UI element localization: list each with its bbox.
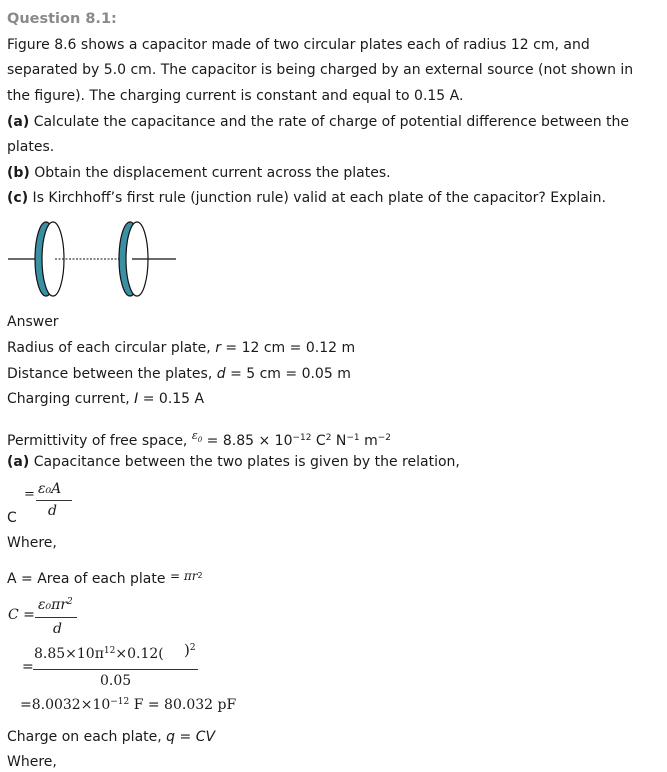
part-b-text: Obtain the displacement current across the plates. — [29, 165, 391, 181]
where-label-1: Where, — [7, 535, 57, 551]
capacitor-figure — [8, 216, 188, 306]
eq1-c-label: C — [7, 510, 17, 526]
eq1-fraction-bar — [36, 500, 72, 501]
eq4-result: $=8.0032\times 10^{-12}$ F = 80.032 pF — [20, 697, 237, 713]
part-b-label: (b) — [7, 165, 30, 181]
eq3-fraction-bar — [33, 669, 198, 670]
eq2-lhs: C = — [8, 607, 35, 623]
where-label-2: Where, — [7, 754, 57, 770]
answer-part-a: (a) Capacitance between the two plates is given by the relation, — [7, 454, 460, 470]
left-plate-front — [42, 222, 64, 296]
answer-distance: Distance between the plates, d = 5 cm = 0.05 m — [7, 366, 351, 382]
answer-label: Answer — [7, 314, 59, 330]
eq1-denominator: d — [48, 503, 57, 519]
charge-line: Charge on each plate, q = CV — [7, 729, 216, 745]
eq3-numerator: $8.85\times 10\pi^{12}\times 0.12$( — [34, 646, 164, 662]
eq3-denominator: 0.05 — [100, 673, 132, 689]
area-line: A = Area of each plate = $\pi r^2$ — [7, 569, 203, 587]
eq1-numerator: ε₀A — [38, 481, 62, 497]
question-text-line-2: separated by 5.0 cm. The capacitor is being charged by an external source (not shown in — [7, 62, 634, 78]
eq2-denominator: d — [53, 621, 62, 637]
answer-radius: Radius of each circular plate, r = 12 cm = 0.12 m — [7, 340, 356, 356]
part-a-text: Calculate the capacitance and the rate of charge of potential difference between the — [29, 114, 630, 130]
answer-current: Charging current, I = 0.15 A — [7, 391, 205, 407]
question-text-line-1: Figure 8.6 shows a capacitor made of two circular plates each of radius 12 cm, and — [7, 37, 590, 53]
question-part-a-cont: plates. — [7, 139, 55, 155]
eq2-fraction-bar — [35, 617, 77, 618]
question-text-line-3: the figure). The charging current is constant and equal to 0.15 A. — [7, 88, 464, 104]
eq1-equals: = — [24, 487, 35, 502]
epsilon-symbol: ε0 — [191, 429, 203, 445]
question-part-a — [7, 112, 629, 132]
part-c-label: (c) — [7, 190, 29, 206]
question-part-b — [7, 163, 391, 183]
question-heading: Question 8.1: — [7, 11, 117, 27]
part-a-label: (a) — [7, 114, 30, 130]
eq3-paren: )$^2$ — [184, 641, 196, 659]
eq2-numerator: $\varepsilon_0\pi r^2$ — [38, 597, 73, 613]
part-c-text: Is Kirchhoff’s first rule (junction rule) valid at each plate of the capacitor? Explain. — [28, 190, 607, 206]
eq3-equals: = — [22, 659, 34, 675]
question-part-c — [7, 188, 606, 208]
answer-permittivity: Permittivity of free space, $^{\varepsilon_0} = 8.85 \times 10^{-12}$ $C^2$ $N^{-1}$ $m^{-2}$ — [7, 429, 392, 449]
